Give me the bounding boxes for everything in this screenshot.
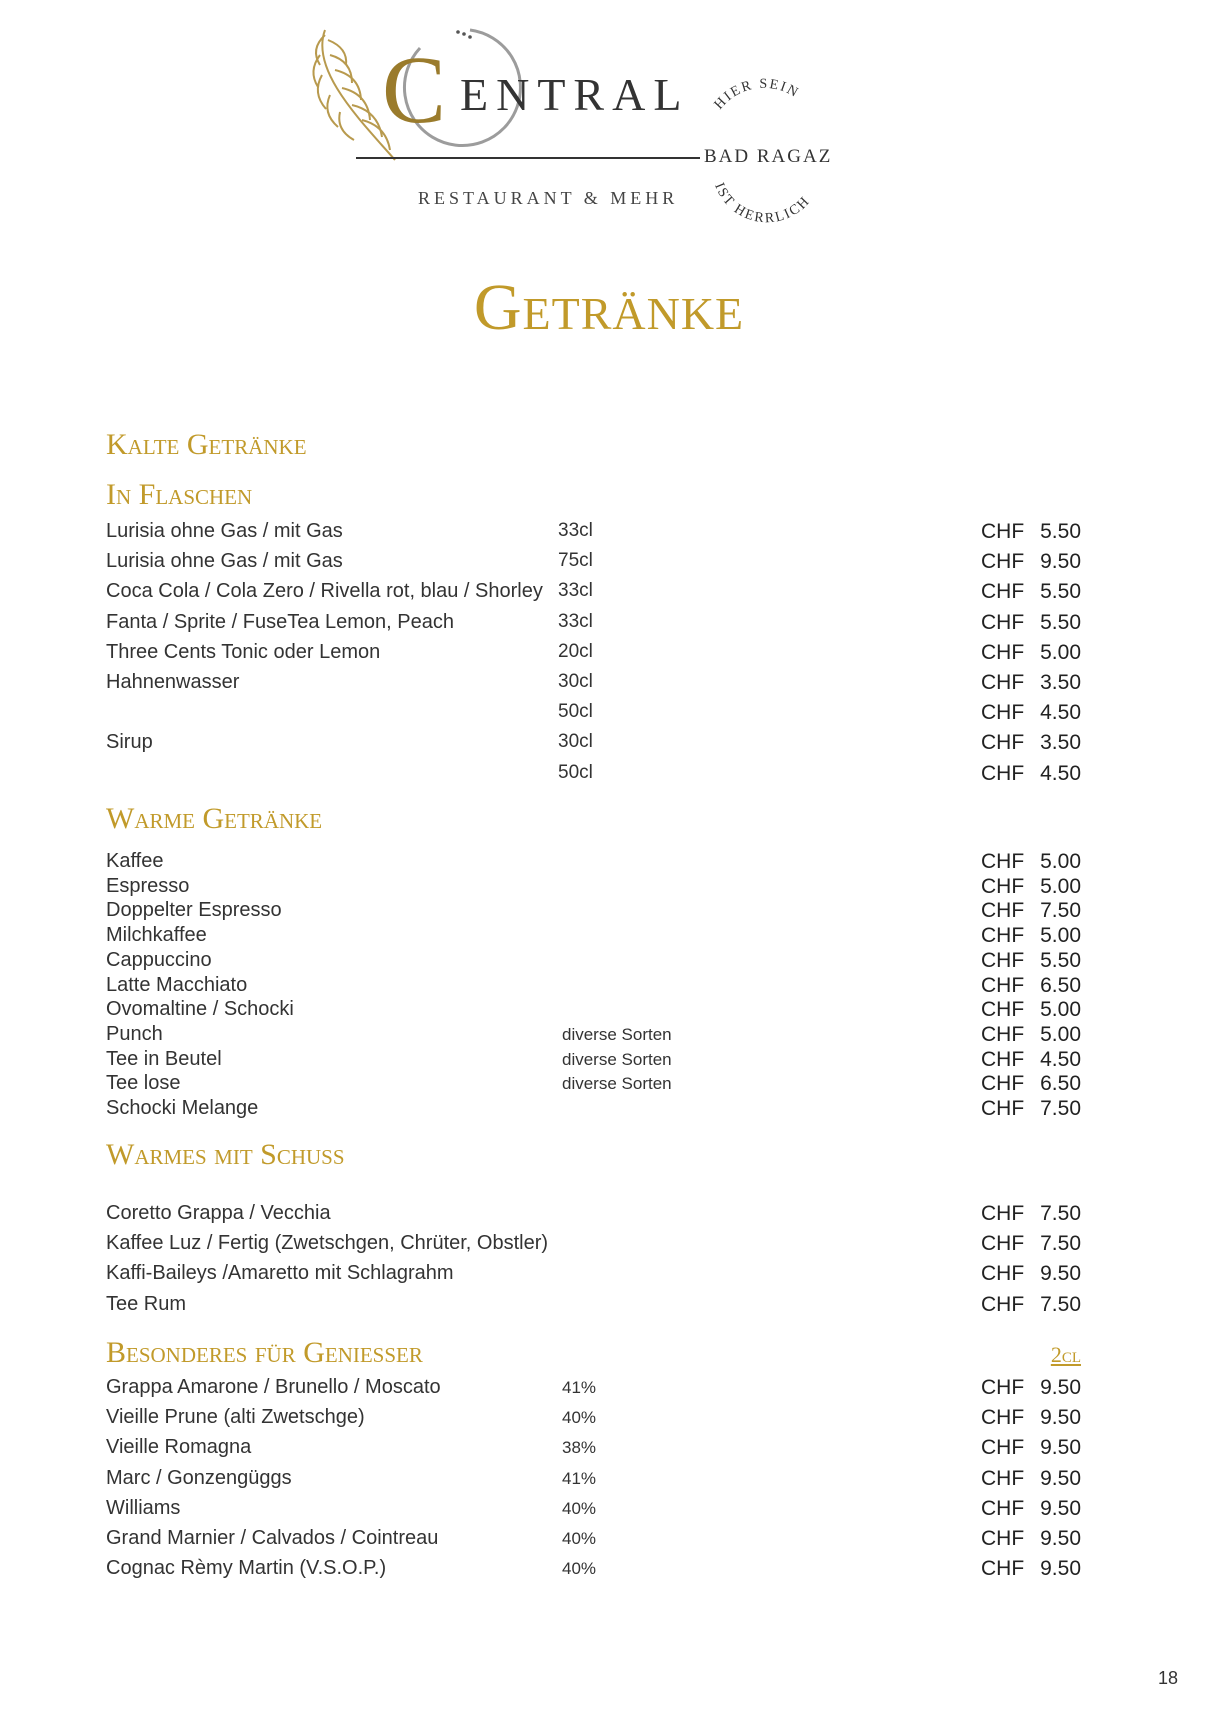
item-price: 9.50 — [1040, 1527, 1081, 1550]
item-currency: CHF — [981, 1557, 1025, 1581]
item-price: 9.50 — [1040, 1436, 1081, 1460]
item-currency: CHF — [981, 1376, 1025, 1399]
menu-row — [106, 1232, 1081, 1260]
menu-row — [106, 731, 1081, 759]
menu-row — [106, 1202, 1081, 1230]
item-volume: 41% — [562, 1468, 597, 1488]
item-price: 4.50 — [1040, 1047, 1081, 1071]
menu-row — [106, 1097, 1081, 1125]
item-volume: diverse Sorten — [562, 1049, 672, 1069]
item-currency: CHF — [981, 1292, 1025, 1316]
item-price: 5.00 — [1040, 850, 1081, 873]
item-volume: 50cl — [558, 761, 593, 783]
item-name: Doppelter Espresso — [106, 899, 282, 922]
item-name: Espresso — [106, 874, 190, 897]
item-name: Grappa Amarone / Brunello / Moscato — [106, 1376, 441, 1398]
item-name: Vieille Romagna — [106, 1436, 252, 1459]
item-volume: diverse Sorten — [562, 1074, 672, 1094]
item-price: 7.50 — [1040, 1292, 1081, 1316]
section-title-warme: Warme Getränke — [106, 802, 323, 835]
item-price: 3.50 — [1040, 731, 1081, 755]
svg-text:HIER SEIN — [712, 77, 802, 113]
menu-row — [106, 1436, 1081, 1464]
item-price: 9.50 — [1040, 1466, 1081, 1490]
section-title-flaschen: In Flaschen — [106, 478, 253, 511]
logo-arc-bottom: IST HERRLICH — [711, 180, 814, 227]
item-volume: 40% — [562, 1408, 597, 1428]
menu-row — [106, 1406, 1081, 1434]
item-currency: CHF — [981, 1496, 1025, 1520]
menu-row — [106, 701, 1081, 729]
item-name: Vieille Prune (alti Zwetschge) — [106, 1406, 365, 1429]
item-currency: CHF — [981, 761, 1025, 785]
logo-name: ENTRAL — [460, 69, 690, 120]
item-price: 5.50 — [1040, 948, 1081, 972]
item-currency: CHF — [981, 899, 1025, 923]
logo-tagline: RESTAURANT & MEHR — [418, 188, 679, 208]
item-currency: CHF — [981, 1232, 1025, 1256]
item-price: 9.50 — [1040, 1557, 1081, 1581]
item-price: 7.50 — [1040, 1202, 1081, 1225]
item-currency: CHF — [981, 998, 1025, 1022]
item-currency: CHF — [981, 1047, 1025, 1071]
item-currency: CHF — [981, 580, 1025, 604]
item-price: 6.50 — [1040, 973, 1081, 997]
item-price: 5.00 — [1040, 924, 1081, 948]
item-price: 5.00 — [1040, 1022, 1081, 1046]
item-name: Kaffi-Baileys /Amaretto mit Schlagrahm — [106, 1262, 454, 1285]
item-name: Milchkaffee — [106, 924, 207, 947]
item-price: 7.50 — [1040, 1097, 1081, 1120]
item-price: 9.50 — [1040, 1406, 1081, 1430]
item-currency: CHF — [981, 1406, 1025, 1430]
item-name: Ovomaltine / Schocki — [106, 998, 294, 1021]
item-name: Lurisia ohne Gas / mit Gas — [106, 550, 343, 573]
item-name: Latte Macchiato — [106, 973, 248, 996]
item-volume: 41% — [562, 1378, 597, 1397]
menu-row — [106, 611, 1081, 639]
item-name: Cappuccino — [106, 948, 212, 971]
item-currency: CHF — [981, 1097, 1025, 1120]
item-currency: CHF — [981, 973, 1025, 997]
item-price: 9.50 — [1040, 1376, 1081, 1399]
item-name: Hahnenwasser — [106, 671, 240, 693]
item-name: Coca Cola / Cola Zero / Rivella rot, blau / Shorley — [106, 580, 543, 603]
item-price: 9.50 — [1040, 1262, 1081, 1286]
page-title: Getränke — [473, 271, 745, 344]
item-volume: 33cl — [558, 610, 593, 632]
item-volume: 40% — [562, 1559, 597, 1579]
item-price: 9.50 — [1040, 550, 1081, 574]
item-volume: 50cl — [558, 701, 593, 723]
item-currency: CHF — [981, 520, 1025, 543]
item-name: Sirup — [106, 731, 153, 754]
logo-place: BAD RAGAZ — [704, 146, 833, 167]
section-title-besonderes: Besonderes für Geniesser — [106, 1336, 423, 1369]
item-price: 5.00 — [1040, 998, 1081, 1022]
item-currency: CHF — [981, 1466, 1025, 1490]
item-volume: 30cl — [558, 671, 593, 692]
item-name: Kaffee Luz / Fertig (Zwetschgen, Chrüter, Obstler) — [106, 1232, 549, 1255]
item-currency: CHF — [981, 1436, 1025, 1460]
item-price: 5.00 — [1040, 874, 1081, 898]
item-currency: CHF — [981, 731, 1025, 755]
item-price: 4.50 — [1040, 761, 1081, 785]
section-title-schuss: Warmes mit Schuss — [106, 1138, 345, 1171]
menu-row — [106, 520, 1081, 548]
menu-row — [106, 1293, 1081, 1321]
item-name: Williams — [106, 1496, 181, 1519]
item-price: 5.50 — [1040, 610, 1081, 634]
item-volume: 20cl — [558, 640, 593, 662]
item-price: 5.00 — [1040, 640, 1081, 664]
item-currency: CHF — [981, 640, 1025, 664]
item-volume: 30cl — [558, 731, 593, 753]
item-name: Marc / Gonzengüggs — [106, 1466, 292, 1489]
menu-row — [106, 580, 1081, 608]
menu-row — [106, 1467, 1081, 1495]
item-currency: CHF — [981, 1262, 1025, 1286]
item-volume: 38% — [562, 1438, 597, 1458]
item-name: Tee lose — [106, 1072, 181, 1095]
item-volume: 40% — [562, 1498, 597, 1518]
item-currency: CHF — [981, 874, 1025, 898]
item-name: Schocki Melange — [106, 1097, 259, 1119]
page-number: 18 — [1157, 1668, 1178, 1688]
svg-text:IST HERRLICH — [711, 181, 814, 227]
menu-row — [106, 1557, 1081, 1585]
item-currency: CHF — [981, 701, 1025, 725]
item-currency: CHF — [981, 948, 1025, 972]
item-name: Tee Rum — [106, 1292, 187, 1315]
item-currency: CHF — [981, 1527, 1025, 1550]
item-price: 7.50 — [1040, 1232, 1081, 1256]
item-name: Kaffee — [106, 850, 164, 872]
item-currency: CHF — [981, 1072, 1025, 1096]
logo-arc-top: HIER SEIN — [711, 76, 802, 113]
unit-label: 2cl — [1050, 1342, 1081, 1367]
menu-row — [106, 671, 1081, 699]
item-name: Three Cents Tonic oder Lemon — [106, 640, 381, 663]
menu-row — [106, 641, 1081, 669]
menu-row — [106, 550, 1081, 578]
restaurant-logo — [300, 10, 940, 240]
item-currency: CHF — [981, 924, 1025, 948]
item-name: Cognac Rèmy Martin (V.S.O.P.) — [106, 1557, 387, 1580]
item-volume: 75cl — [558, 550, 593, 572]
item-name: Tee in Beutel — [106, 1047, 222, 1070]
item-price: 9.50 — [1040, 1496, 1081, 1520]
item-currency: CHF — [981, 1022, 1025, 1046]
item-price: 5.50 — [1040, 580, 1081, 604]
menu-row — [106, 762, 1081, 790]
item-name: Grand Marnier / Calvados / Cointreau — [106, 1527, 439, 1549]
item-price: 7.50 — [1040, 899, 1081, 923]
item-volume: 33cl — [558, 580, 593, 602]
item-name: Coretto Grappa / Vecchia — [106, 1202, 331, 1224]
item-currency: CHF — [981, 1202, 1025, 1225]
logo-big-letter: C — [382, 36, 447, 143]
item-price: 5.50 — [1040, 520, 1081, 543]
item-price: 3.50 — [1040, 671, 1081, 694]
item-volume: 33cl — [558, 520, 593, 541]
item-volume: diverse Sorten — [562, 1024, 672, 1044]
item-price: 6.50 — [1040, 1072, 1081, 1096]
item-name: Fanta / Sprite / FuseTea Lemon, Peach — [106, 610, 454, 633]
item-price: 4.50 — [1040, 701, 1081, 725]
menu-row — [106, 1262, 1081, 1290]
item-currency: CHF — [981, 671, 1025, 694]
section-title-kalte: Kalte Getränke — [106, 428, 307, 461]
menu-row — [106, 1527, 1081, 1555]
item-currency: CHF — [981, 610, 1025, 634]
item-volume: 40% — [562, 1529, 597, 1548]
item-currency: CHF — [981, 550, 1025, 574]
item-name: Lurisia ohne Gas / mit Gas — [106, 520, 343, 542]
menu-row — [106, 1376, 1081, 1404]
item-currency: CHF — [981, 850, 1025, 873]
menu-row — [106, 1497, 1081, 1525]
item-name: Punch — [106, 1022, 163, 1045]
